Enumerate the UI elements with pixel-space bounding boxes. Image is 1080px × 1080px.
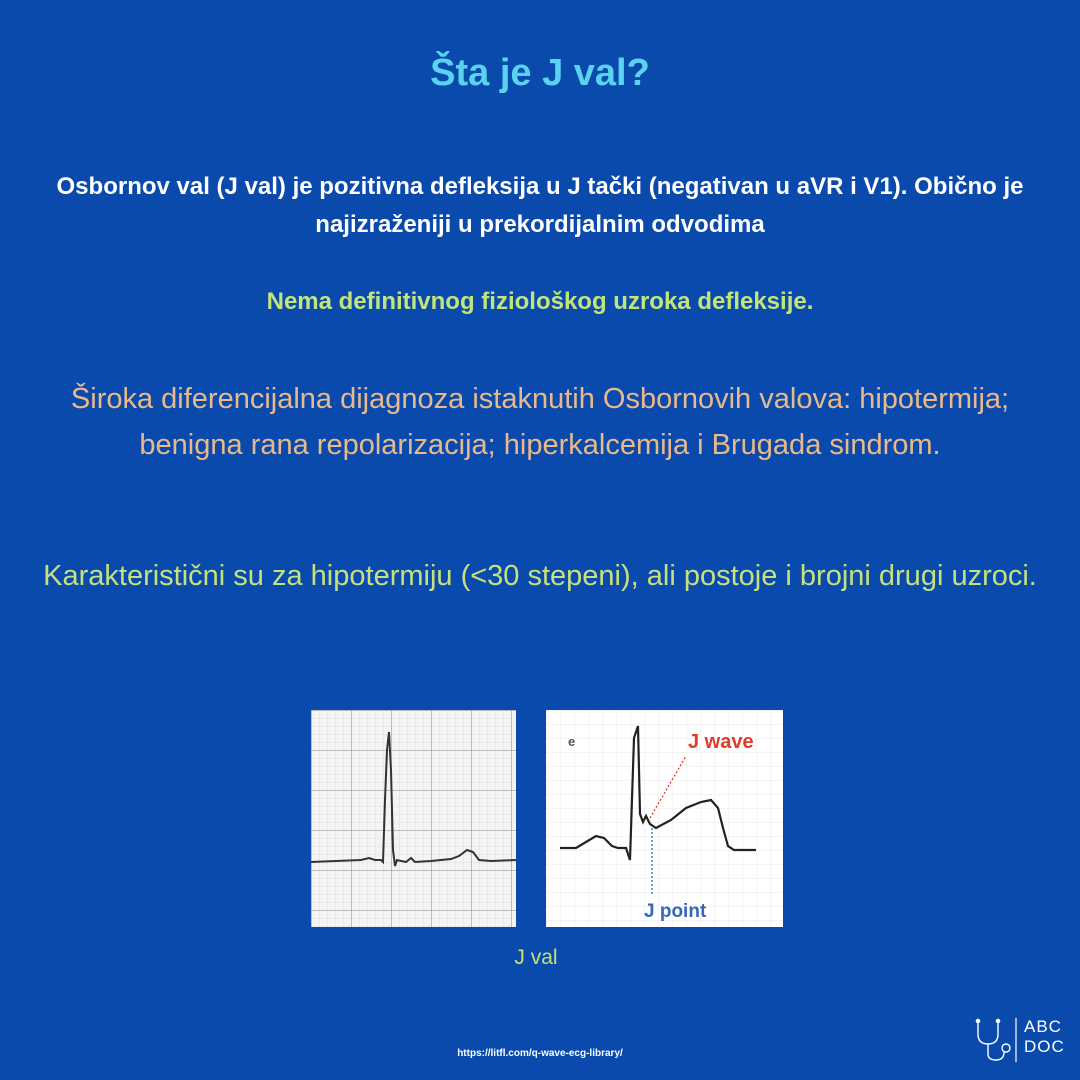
differential-paragraph: Široka diferencijalna dijagnoza istaknutih Osbornovih valova: hipotermija; benigna rana repolarizacija; hiperkalcemija i Brugada sindrom.: [70, 383, 1010, 461]
figure-caption: J val: [514, 946, 558, 969]
page-title: Šta je J val?: [430, 52, 650, 94]
characteristic-paragraph: Karakteristični su za hipotermiju (<30 stepeni), ali postoje i brojni drugi uzroci.: [43, 560, 1037, 592]
ecg-strip-image: [311, 710, 516, 927]
highlight-note: Nema definitivnog fiziološkog uzroka defleksije.: [266, 288, 814, 315]
source-link[interactable]: https://litfl.com/q-wave-ecg-library/: [457, 1048, 623, 1059]
logo-text: [1024, 1017, 1065, 1057]
j-wave-diagram: [546, 710, 783, 927]
stethoscope-icon: [970, 1014, 1020, 1064]
panel-label: e: [568, 734, 576, 749]
j-wave-label: J wave: [688, 731, 754, 753]
ecg-strip-drawing: [311, 710, 516, 927]
j-wave-diagram-drawing: [546, 710, 783, 927]
j-point-label: J point: [644, 901, 707, 922]
intro-paragraph: Osbornov val (J val) je pozitivna defleksija u J tački (negativan u aVR i V1). Obično je najizraženiji u prekordijalnim odvodima: [56, 173, 1024, 238]
logo-line-2: DOC: [1024, 1037, 1065, 1056]
logo-line-1: ABC: [1024, 1017, 1062, 1036]
